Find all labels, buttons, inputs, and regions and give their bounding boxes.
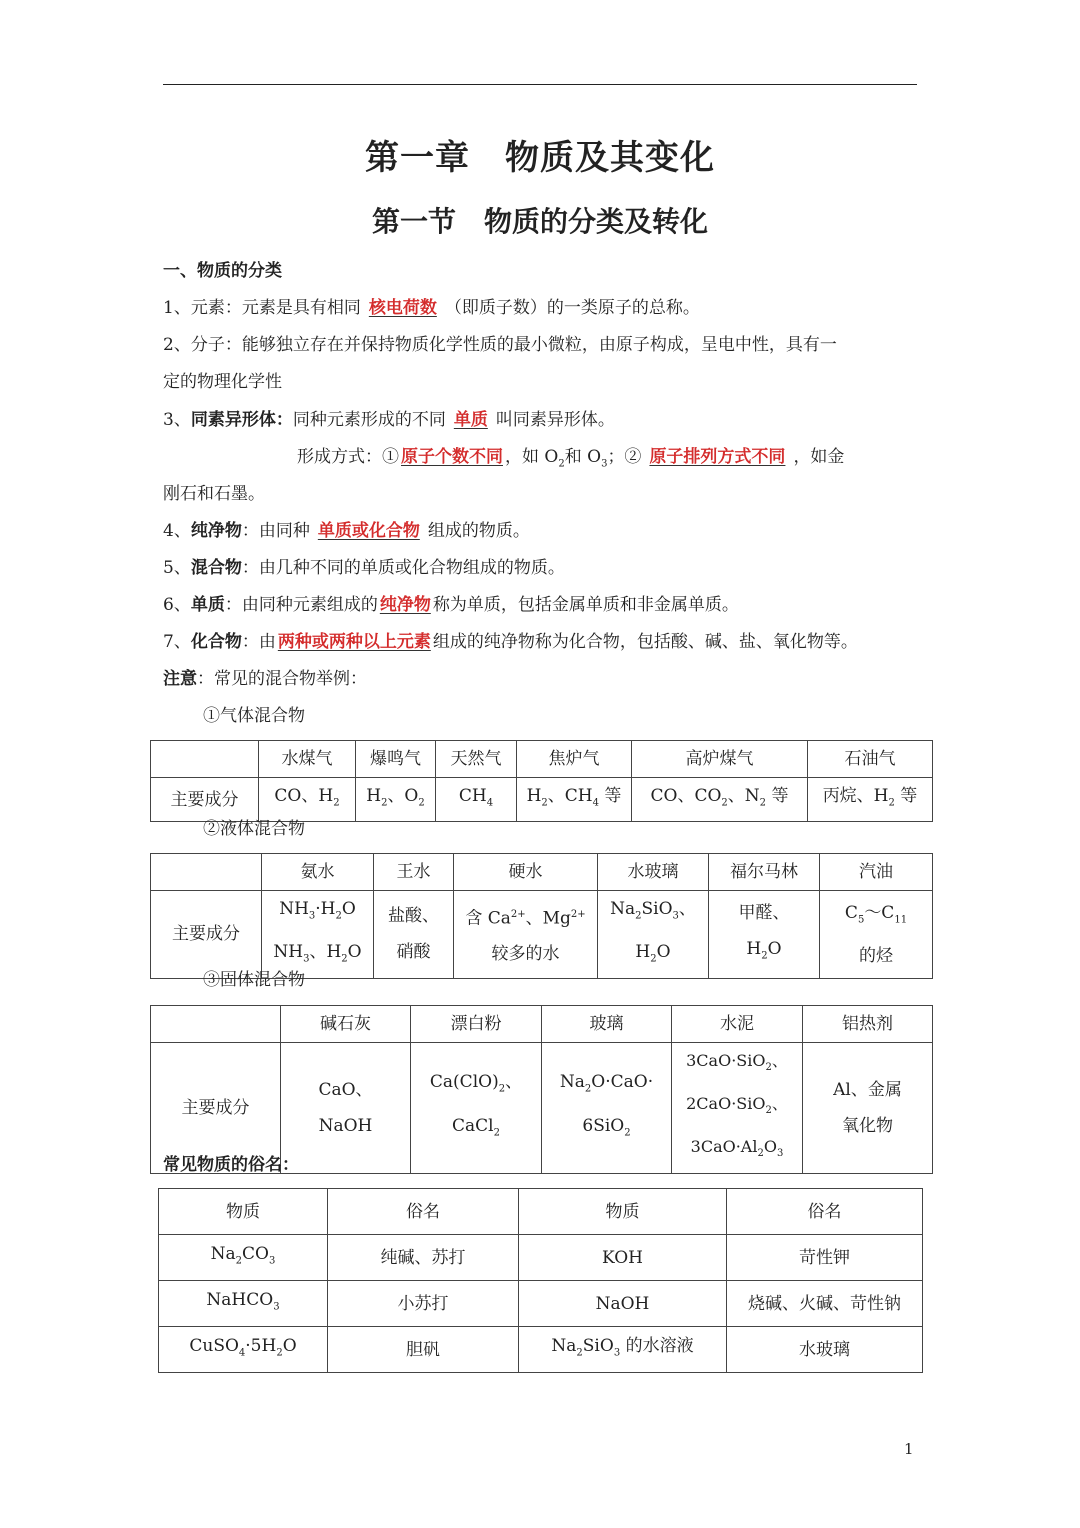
liquid-mixture-table xyxy=(150,853,933,979)
answer-blank: 核电荷数 xyxy=(368,298,437,318)
table-row: NaHCO$_3$ 小苏打 NaOH 烧碱、火碱、苛性钠 xyxy=(159,1281,923,1327)
answer-blank: 原子排列方式不同 xyxy=(649,447,786,467)
item-2-cont: 定的物理化学性 xyxy=(163,372,282,392)
part-heading: 一、物质的分类 xyxy=(163,261,282,281)
item-5: 5、混合物：由几种不同的单质或化合物组成的物质。 xyxy=(163,558,565,578)
answer-blank: 原子个数不同 xyxy=(401,447,503,467)
item-4: 4、纯净物：由同种 单质或化合物 组成的物质。 xyxy=(163,521,530,541)
answer-blank: 单质或化合物 xyxy=(317,521,420,541)
solid-caption: ③固体混合物 xyxy=(203,970,305,990)
note: 注意：常见的混合物举例： xyxy=(163,669,367,689)
section-title: 第一节 物质的分类及转化 xyxy=(371,205,708,238)
page-number: 1 xyxy=(904,1440,914,1458)
answer-blank: 单质 xyxy=(453,410,488,430)
table-row: 氨水 王水 硬水 水玻璃 福尔马林 汽油 xyxy=(151,854,933,891)
item-1: 1、元素：元素是具有相同 核电荷数 （即质子数）的一类原子的总称。 xyxy=(163,298,700,318)
item-6: 6、单质：由同种元素组成的 纯净物 称为单质，包括金属单质和非金属单质。 xyxy=(163,595,739,615)
liquid-caption: ②液体混合物 xyxy=(203,819,305,839)
answer-blank: 两种或两种以上元素 xyxy=(277,632,431,652)
table-row: 主要成分 CaO、 NaOH $Ca(ClO)_2$、 CaCl$_2$ $Na_2O\cdot CaO\cdot$ 6SiO$_2$ 3CaO·SiO$_2$、 2CaO·SiO$_2$、 $3CaO\cdot Al_2O_3$ Al、金属 氧化物 xyxy=(151,1043,933,1174)
item-3-formation: 形成方式：① 原子个数不同 ，如 $O_2$和 $O_3$；② 原子排列方式不同 ，如金 xyxy=(297,447,845,470)
table-row: 碱石灰 漂白粉 玻璃 水泥 铝热剂 xyxy=(151,1006,933,1043)
table-row: 主要成分 $NH_3\cdot H_2O$ $NH_3$、$H_2O$ 盐酸、 硝酸 含 $Ca^{2+}$、$Mg^{2+}$ 较多的水 $Na_2SiO_3$、 $H_2O$ 甲醛、 $H_2O$ $C_5\sim C_{11}$ 的烃 xyxy=(151,891,933,979)
table-row: 主要成分 CO、$H_2$ $H_2$、$O_2$ $CH_4$ $H_2$、$CH_4$ 等 CO、$CO_2$、$N_2$ 等 丙烷、$H_2$ 等 xyxy=(151,778,933,822)
item-3: 3、同素异形体：同种元素形成的不同 单质 叫同素异形体。 xyxy=(163,410,615,430)
answer-blank: 纯净物 xyxy=(379,595,431,615)
table-row: $Na_2CO_3$ 纯碱、苏打 KOH 苛性钾 xyxy=(159,1235,923,1281)
gas-caption: ①气体混合物 xyxy=(203,706,305,726)
item-3-cont: 刚石和石墨。 xyxy=(163,484,265,504)
table-row: $CuSO_4\cdot 5H_2O$ 胆矾 $Na_2SiO_3$ 的水溶液 水玻璃 xyxy=(159,1327,923,1373)
item-7: 7、化合物：由 两种或两种以上元素 组成的纯净物称为化合物，包括酸、碱、盐、氧化物等。 xyxy=(163,632,858,652)
gas-mixture-table xyxy=(150,740,933,822)
top-rule xyxy=(163,84,917,85)
item-2: 2、分子：能够独立存在并保持物质化学性质的最小微粒，由原子构成，呈电中性，具有一 xyxy=(163,335,837,355)
common-names-table xyxy=(158,1188,923,1373)
table-row: 水煤气 爆鸣气 天然气 焦炉气 高炉煤气 石油气 xyxy=(151,741,933,778)
chapter-title: 第一章 物质及其变化 xyxy=(365,138,715,178)
names-heading: 常见物质的俗名： xyxy=(163,1155,299,1175)
solid-mixture-table xyxy=(150,1005,933,1174)
table-row: 物质 俗名 物质 俗名 xyxy=(159,1189,923,1235)
